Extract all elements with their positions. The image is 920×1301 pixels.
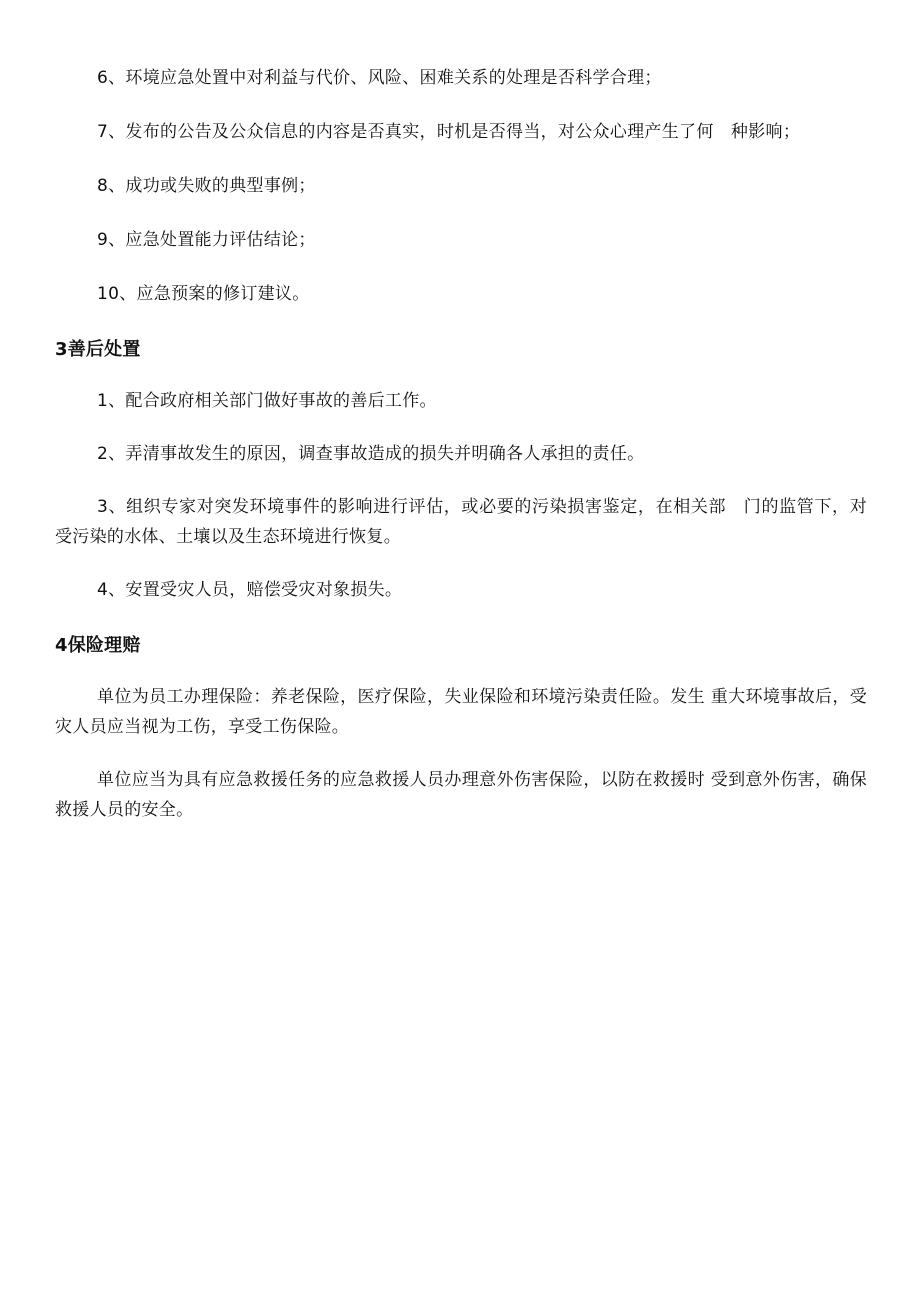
aftermath-item-4: 4、安置受灾人员，赔偿受灾对象损失。 [97, 580, 403, 600]
evaluation-item-10: 10、应急预案的修订建议。 [97, 284, 310, 304]
insurance-paragraph-2: 单位应当为具有应急救援任务的应急救援人员办理意外伤害保险，以防在救援时 受到意外伤害，确保救援人员的安全。 [55, 770, 867, 820]
document-body [55, 63, 867, 825]
evaluation-item-9: 9、应急处置能力评估结论； [97, 230, 316, 250]
insurance-paragraph-1: 单位为员工办理保险：养老保险，医疗保险，失业保险和环境污染责任险。发生 重大环境事故后，受灾人员应当视为工伤，享受工伤保险。 [55, 687, 867, 737]
evaluation-item-7: 7、发布的公告及公众信息的内容是否真实，时机是否得当，对公众心理产生了何 种影响； [97, 122, 801, 142]
aftermath-item-1: 1、配合政府相关部门做好事故的善后工作。 [97, 391, 437, 411]
section-heading-aftermath: 3善后处置 [55, 339, 141, 360]
aftermath-item-3: 3、组织专家对突发环境事件的影响进行评估，或必要的污染损害鉴定，在相关部 门的监管下，对受污染的水体、土壤以及生态环境进行恢复。 [55, 497, 867, 547]
evaluation-item-6: 6、环境应急处置中对利益与代价、风险、困难关系的处理是否科学合理； [97, 68, 662, 88]
section-heading-insurance: 4保险理赔 [55, 635, 141, 656]
aftermath-item-2: 2、弄清事故发生的原因，调查事故造成的损失并明确各人承担的责任。 [97, 444, 645, 464]
evaluation-item-8: 8、成功或失败的典型事例； [97, 176, 316, 196]
